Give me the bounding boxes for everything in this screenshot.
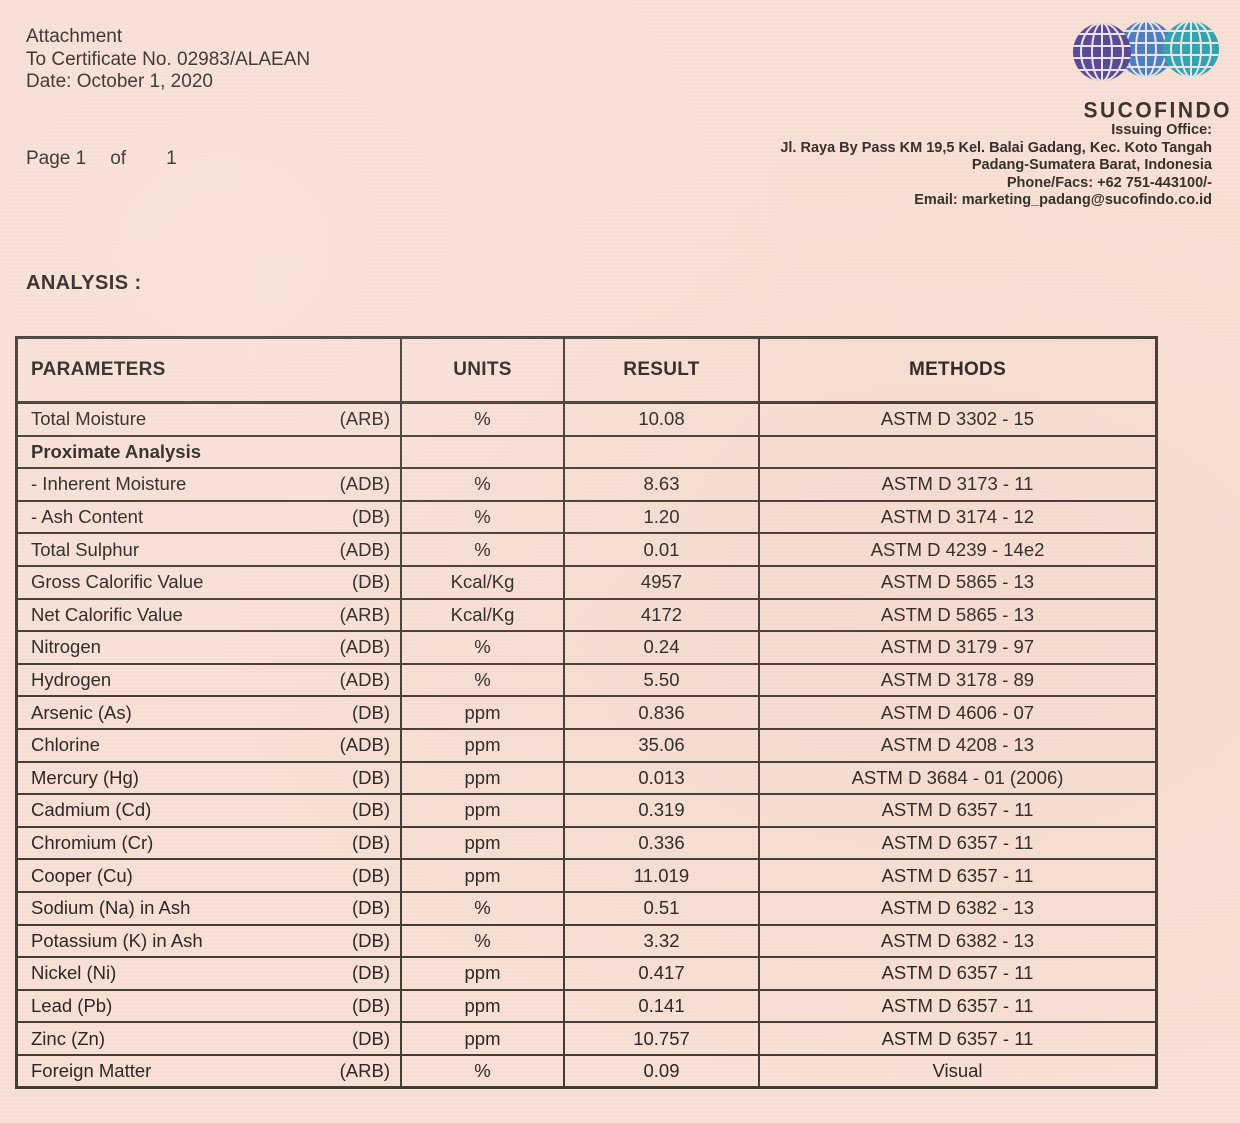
- parameter-cell: [17, 664, 401, 697]
- page-label: Page: [26, 148, 71, 169]
- unit-cell: ppm: [401, 762, 564, 795]
- issuing-office-phone: Phone/Facs: +62 751-443100/-: [1006, 174, 1212, 191]
- parameter-cell: [17, 501, 401, 534]
- parameter-cell: [17, 925, 401, 958]
- unit-cell: ppm: [401, 957, 564, 990]
- certificate-number-line: To Certificate No. 02983/ALAEAN: [26, 48, 311, 70]
- parameter-name: Nickel (Ni): [31, 962, 117, 984]
- parameter-basis: (ADB): [339, 734, 390, 756]
- parameter-cell: [17, 403, 401, 436]
- parameter-cell: [17, 729, 401, 762]
- result-cell: 0.01: [564, 533, 759, 566]
- table-row: [17, 1055, 1156, 1088]
- result-cell: 0.319: [564, 794, 759, 827]
- table-row: [17, 664, 1156, 697]
- unit-cell: ppm: [401, 859, 564, 892]
- table-row: [17, 501, 1156, 534]
- parameter-name: Net Calorific Value: [31, 603, 183, 625]
- parameter-name: Foreign Matter: [31, 1060, 152, 1082]
- unit-cell: Kcal/Kg: [401, 599, 564, 632]
- parameter-name: Hydrogen: [31, 669, 112, 691]
- attachment-header: [26, 26, 310, 94]
- result-cell: 11.019: [564, 859, 759, 892]
- parameter-name: Sodium (Na) in Ash: [31, 897, 191, 919]
- method-cell: [759, 436, 1156, 469]
- result-cell: 5.50: [564, 664, 759, 697]
- analysis-table: [16, 337, 1157, 1088]
- method-cell: ASTM D 6357 - 11: [759, 859, 1156, 892]
- parameter-cell: [17, 599, 401, 632]
- parameter-name: Zinc (Zn): [31, 1027, 105, 1049]
- page-indicator: [26, 148, 177, 170]
- parameter-basis: (ARB): [339, 603, 390, 625]
- table-row: [17, 468, 1156, 501]
- parameter-basis: (DB): [351, 766, 390, 788]
- method-cell: ASTM D 6357 - 11: [759, 794, 1156, 827]
- parameter-basis: (DB): [351, 1027, 390, 1049]
- table-row: [17, 794, 1156, 827]
- globe-teal: [1163, 21, 1219, 77]
- column-header-parameters: PARAMETERS: [17, 338, 401, 403]
- parameter-cell: [17, 533, 401, 566]
- unit-cell: %: [401, 664, 564, 697]
- unit-cell: %: [401, 501, 564, 534]
- result-cell: 3.32: [564, 925, 759, 958]
- analysis-table-body: [17, 403, 1156, 1088]
- method-cell: ASTM D 5865 - 13: [759, 599, 1156, 632]
- brand-wordmark: SUCOFINDO: [1083, 98, 1232, 123]
- parameter-basis: (DB): [351, 897, 390, 919]
- column-header-units: UNITS: [401, 338, 564, 403]
- parameter-cell: [17, 566, 401, 599]
- unit-cell: ppm: [401, 990, 564, 1023]
- parameter-name: Proximate Analysis: [31, 440, 202, 462]
- parameter-basis: (DB): [351, 929, 390, 951]
- table-row: [17, 696, 1156, 729]
- unit-cell: ppm: [401, 729, 564, 762]
- result-cell: 4957: [564, 566, 759, 599]
- table-row: [17, 990, 1156, 1023]
- unit-cell: %: [401, 892, 564, 925]
- parameter-cell: [17, 859, 401, 892]
- parameter-basis: (DB): [351, 506, 390, 528]
- parameter-cell: [17, 794, 401, 827]
- total-pages: 1: [166, 148, 177, 169]
- parameter-cell: [17, 892, 401, 925]
- globes-icon: [1068, 12, 1228, 90]
- column-header-methods: METHODS: [759, 338, 1156, 403]
- attachment-label: Attachment: [26, 26, 123, 47]
- method-cell: ASTM D 5865 - 13: [759, 566, 1156, 599]
- parameter-cell: [17, 827, 401, 860]
- table-row: [17, 533, 1156, 566]
- of-label: of: [110, 148, 127, 169]
- parameter-cell: [17, 631, 401, 664]
- parameter-basis: (ADB): [339, 538, 390, 560]
- sucofindo-logo: [1068, 12, 1232, 123]
- issuing-office-email: Email: marketing_padang@sucofindo.co.id: [914, 192, 1212, 208]
- table-row: [17, 1022, 1156, 1055]
- result-cell: 0.09: [564, 1055, 759, 1088]
- issuing-office-block: [780, 122, 1212, 210]
- table-row: [17, 827, 1156, 860]
- parameter-name: Lead (Pb): [31, 994, 113, 1016]
- method-cell: Visual: [759, 1055, 1156, 1088]
- parameter-cell: [17, 762, 401, 795]
- unit-cell: %: [401, 925, 564, 958]
- parameter-name: Arsenic (As): [31, 701, 132, 723]
- parameter-name: Cooper (Cu): [31, 864, 133, 886]
- result-cell: 35.06: [564, 729, 759, 762]
- parameter-name: Potassium (K) in Ash: [31, 929, 203, 951]
- issuing-office-address-2: Padang-Sumatera Barat, Indonesia: [971, 157, 1212, 173]
- result-cell: 10.08: [564, 403, 759, 436]
- unit-cell: ppm: [401, 1022, 564, 1055]
- parameter-name: Chromium (Cr): [31, 832, 154, 854]
- table-row: [17, 599, 1156, 632]
- method-cell: ASTM D 6357 - 11: [759, 990, 1156, 1023]
- result-cell: 0.24: [564, 631, 759, 664]
- result-cell: 1.20: [564, 501, 759, 534]
- parameter-name: - Inherent Moisture: [31, 473, 187, 495]
- parameter-basis: (ARB): [339, 1060, 390, 1082]
- parameter-name: - Ash Content: [31, 506, 144, 528]
- method-cell: ASTM D 6382 - 13: [759, 892, 1156, 925]
- table-row: [17, 729, 1156, 762]
- method-cell: ASTM D 3178 - 89: [759, 664, 1156, 697]
- unit-cell: %: [401, 468, 564, 501]
- method-cell: ASTM D 6357 - 11: [759, 1022, 1156, 1055]
- parameter-cell: [17, 1055, 401, 1088]
- table-header-row: [17, 338, 1156, 403]
- parameter-name: Nitrogen: [31, 636, 101, 658]
- parameter-name: Cadmium (Cd): [31, 799, 152, 821]
- parameter-name: Total Moisture: [31, 408, 147, 430]
- parameter-basis: (DB): [351, 701, 390, 723]
- table-row: [17, 762, 1156, 795]
- parameter-cell: [17, 468, 401, 501]
- result-cell: [564, 436, 759, 469]
- globe-purple: [1073, 23, 1131, 81]
- table-row: [17, 436, 1156, 469]
- result-cell: 0.013: [564, 762, 759, 795]
- result-cell: 8.63: [564, 468, 759, 501]
- unit-cell: [401, 436, 564, 469]
- parameter-basis: (ADB): [339, 636, 390, 658]
- method-cell: ASTM D 3179 - 97: [759, 631, 1156, 664]
- parameter-name: Total Sulphur: [31, 538, 139, 560]
- parameter-cell: [17, 1022, 401, 1055]
- unit-cell: %: [401, 403, 564, 436]
- result-cell: 4172: [564, 599, 759, 632]
- parameter-basis: (DB): [351, 962, 390, 984]
- method-cell: ASTM D 3174 - 12: [759, 501, 1156, 534]
- date-line: Date: October 1, 2020: [26, 71, 213, 92]
- method-cell: ASTM D 3684 - 01 (2006): [759, 762, 1156, 795]
- unit-cell: %: [401, 1055, 564, 1088]
- unit-cell: Kcal/Kg: [401, 566, 564, 599]
- method-cell: ASTM D 4606 - 07: [759, 696, 1156, 729]
- method-cell: ASTM D 4208 - 13: [759, 729, 1156, 762]
- issuing-office-address-1: Jl. Raya By Pass KM 19,5 Kel. Balai Gadang, Kec. Koto Tangah: [780, 139, 1212, 156]
- parameter-basis: (DB): [351, 571, 390, 593]
- unit-cell: %: [401, 631, 564, 664]
- method-cell: ASTM D 6382 - 13: [759, 925, 1156, 958]
- method-cell: ASTM D 3173 - 11: [759, 468, 1156, 501]
- method-cell: ASTM D 4239 - 14e2: [759, 533, 1156, 566]
- page-number: 1: [75, 148, 87, 169]
- parameter-basis: (DB): [351, 799, 390, 821]
- result-cell: 10.757: [564, 1022, 759, 1055]
- unit-cell: ppm: [401, 794, 564, 827]
- result-cell: 0.51: [564, 892, 759, 925]
- result-cell: 0.141: [564, 990, 759, 1023]
- parameter-name: Chlorine: [31, 734, 100, 756]
- result-cell: 0.417: [564, 957, 759, 990]
- parameter-name: Mercury (Hg): [31, 766, 139, 788]
- table-row: [17, 892, 1156, 925]
- parameter-cell: [17, 957, 401, 990]
- table-row: [17, 403, 1156, 436]
- method-cell: ASTM D 3302 - 15: [759, 403, 1156, 436]
- result-cell: 0.836: [564, 696, 759, 729]
- parameter-basis: (ADB): [339, 473, 390, 495]
- method-cell: ASTM D 6357 - 11: [759, 957, 1156, 990]
- method-cell: ASTM D 6357 - 11: [759, 827, 1156, 860]
- column-header-result: RESULT: [564, 338, 759, 403]
- parameter-name: Gross Calorific Value: [31, 571, 204, 593]
- parameter-cell: [17, 990, 401, 1023]
- table-row: [17, 859, 1156, 892]
- parameter-basis: (ARB): [339, 408, 390, 430]
- table-row: [17, 957, 1156, 990]
- parameter-basis: (DB): [351, 864, 390, 886]
- table-row: [17, 566, 1156, 599]
- unit-cell: %: [401, 533, 564, 566]
- table-row: [17, 631, 1156, 664]
- issuing-office-title: Issuing Office:: [1111, 122, 1212, 138]
- parameter-basis: (ADB): [339, 669, 390, 691]
- unit-cell: ppm: [401, 827, 564, 860]
- parameter-cell: [17, 436, 401, 469]
- parameter-basis: (DB): [351, 832, 390, 854]
- result-cell: 0.336: [564, 827, 759, 860]
- parameter-basis: (DB): [351, 994, 390, 1016]
- parameter-cell: [17, 696, 401, 729]
- section-title-analysis: ANALYSIS :: [26, 272, 142, 294]
- table-row: [17, 925, 1156, 958]
- unit-cell: ppm: [401, 696, 564, 729]
